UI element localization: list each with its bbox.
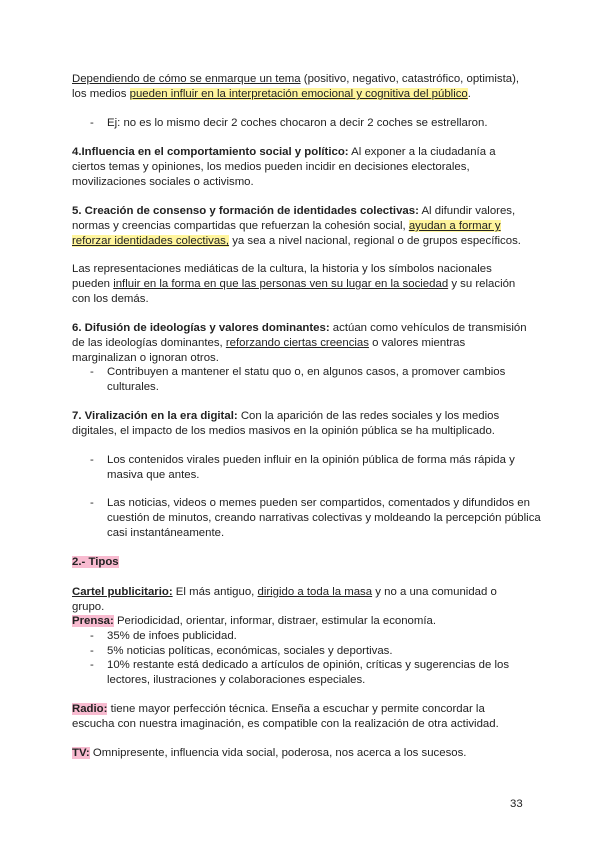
body-text: ya sea a nivel nacional, regional o de grupos específicos. (229, 235, 521, 247)
body-text: Con la aparición de las redes sociales y los medios digitales, el impacto de los medios masivos en la opinión pública se ha multiplicado. (72, 410, 500, 437)
dash-bullet: - (90, 454, 94, 466)
dash-bullet: - (90, 117, 94, 129)
paragraph-influence (72, 145, 530, 190)
list-item-text: Las noticias, videos o memes pueden ser compartidos, comentados y difundidos en cuestión de minutos, creando narrativas colectivas y moldeando la percepción pública casi instantáneamente. (107, 497, 541, 539)
paragraph-heading: 6. Difusión de ideologías y valores dominantes: (72, 322, 330, 334)
paragraph-representations (72, 262, 530, 307)
paragraph-framing (72, 72, 530, 102)
list-item-text: Ej: no es lo mismo decir 2 coches chocaron a decir 2 coches se estrellaron. (107, 117, 488, 129)
paragraph-radio (72, 702, 530, 732)
body-text: . (467, 88, 471, 100)
list-item-text: 5% noticias políticas, económicas, sociales y deportivas. (107, 645, 393, 657)
dash-bullet: - (90, 645, 94, 657)
paragraph-tv (72, 746, 530, 761)
list-item-text: 35% de infoes publicidad. (107, 630, 237, 642)
body-text: Al difundir valores, normas y creencias compartidas que refuerzan la cohesión social, (72, 205, 516, 232)
highlighted-text: ayudan a formar y reforzar identidades colectivas, (72, 220, 501, 247)
body-text: y su relación con los demás. (72, 278, 516, 305)
underlined-text: reforzando ciertas creencias (225, 337, 369, 349)
paragraph-heading: Radio: (72, 703, 108, 715)
paragraph-heading: TV: (72, 747, 90, 759)
body-text: (positivo, negativo, catastrófico, optimista), los medios (72, 73, 520, 100)
list-item-text: 10% restante está dedicado a artículos de opinión, críticas y sugerencias de los lectores, ilustraciones y colaboraciones especiales. (107, 659, 510, 686)
paragraph-heading: 5. Creación de consenso y formación de identidades colectivas: (72, 205, 419, 217)
list-item (90, 644, 547, 659)
highlighted-text: pueden influir en la interpretación emocional y cognitiva del público (129, 88, 468, 100)
paragraph-heading: Prensa: (72, 615, 114, 627)
list-item-text: Los contenidos virales pueden influir en la opinión pública de forma más rápida y masiva que antes. (107, 454, 515, 481)
list-item (90, 365, 547, 395)
body-text: Al exponer a la ciudadanía a ciertos temas y opiniones, los medios pueden incidir en decisiones electorales, movilizaciones sociales o activismo. (72, 146, 496, 188)
paragraph-prensa (72, 614, 530, 629)
section-title: 2.- Tipos (72, 556, 119, 568)
body-text: Omnipresente, influencia vida social, poderosa, nos acerca a los sucesos. (89, 747, 467, 759)
body-text: Periodicidad, orientar, informar, distraer, estimular la economía. (113, 615, 437, 627)
paragraph-viralization (72, 409, 530, 439)
body-text: o valores mientras marginalizan o ignoran otros. (72, 337, 466, 364)
list-item (90, 658, 547, 688)
list-item (90, 629, 547, 644)
underlined-text: influir en la forma en que las personas ven su lugar en la sociedad (113, 278, 449, 290)
dash-bullet: - (90, 630, 94, 642)
page-number: 33 (510, 798, 523, 810)
underlined-text: dirigido a toda la masa (257, 586, 373, 598)
body-text: actúan como vehículos de transmisión de las ideologías dominantes, (72, 322, 527, 349)
body-text: El más antiguo, (172, 586, 258, 598)
paragraph-ideologies (72, 321, 530, 366)
list-item (90, 116, 547, 131)
body-text: Las representaciones mediáticas de la cultura, la historia y los símbolos nacionales pueden (72, 263, 492, 290)
body-text: tiene mayor perfección técnica. Enseña a escuchar y permite concordar la escucha con nuestra imaginación, es compatible con la realización de otra actividad. (72, 703, 499, 730)
paragraph-heading: 4.Influencia en el comportamiento social y político: (72, 146, 349, 158)
paragraph-cartel (72, 585, 530, 615)
section-heading (72, 555, 530, 570)
list-item (90, 496, 547, 541)
paragraph-heading: Cartel publicitario: (72, 586, 173, 598)
body-text: y no a una comunidad o grupo. (72, 586, 497, 613)
underlined-text: Dependiendo de cómo se enmarque un tema (72, 73, 301, 85)
dash-bullet: - (90, 659, 94, 671)
paragraph-consensus (72, 204, 530, 249)
dash-bullet: - (90, 366, 94, 378)
paragraph-heading: 7. Viralización en la era digital: (72, 410, 238, 422)
dash-bullet: - (90, 497, 94, 509)
list-item (90, 453, 547, 483)
list-item-text: Contribuyen a mantener el statu quo o, en algunos casos, a promover cambios culturales. (107, 366, 506, 393)
